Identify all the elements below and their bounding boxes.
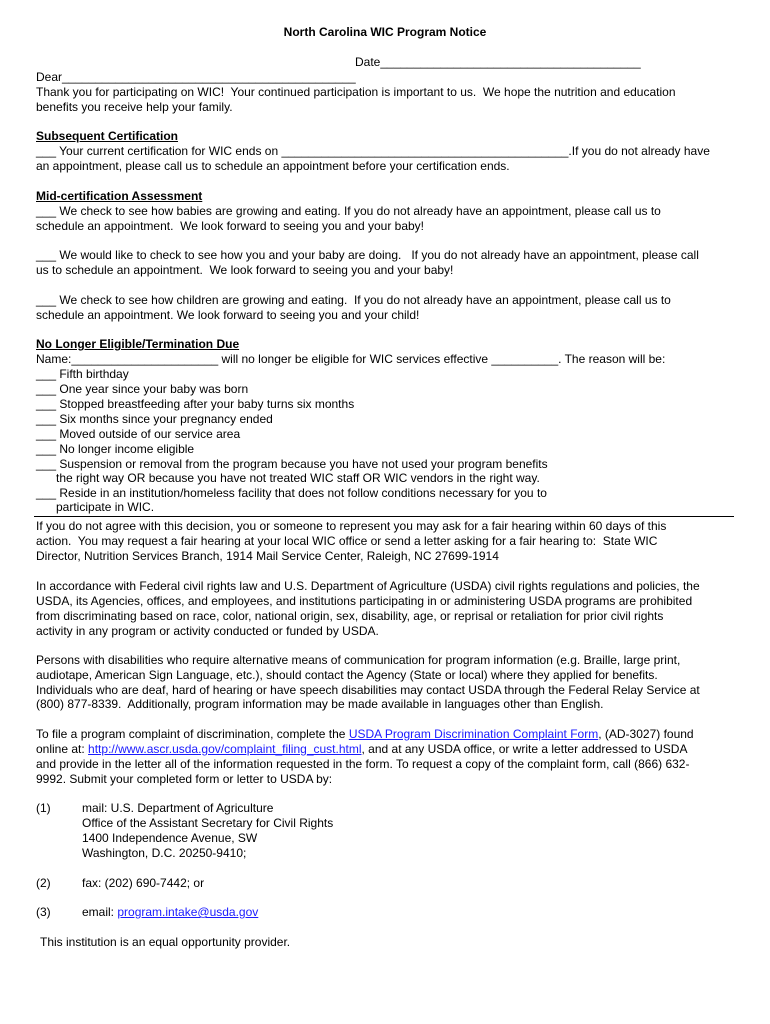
subsequent-line: an appointment, please call us to schedule an appointment before your certification ends. (36, 159, 510, 173)
reason-item: ___ One year since your baby was born (36, 382, 249, 396)
intro-line: Thank you for participating on WIC! Your continued participation is important to us. We hope the nutrition and education (36, 85, 676, 99)
reason-item: the right way OR because you have not treated WIC staff OR WIC vendors in the right way. (36, 471, 540, 485)
mail-address-line: 1400 Independence Avenue, SW (82, 831, 258, 845)
termination-name-line: Name:______________________ will no longer be eligible for WIC services effective __________. The reason will be: (36, 352, 666, 366)
complaint-url-link[interactable]: http://www.ascr.usda.gov/complaint_filing_cust.html (88, 742, 362, 756)
dear-line: Dear____________________________________________ (36, 70, 356, 84)
midcert-item-you-and-baby: us to schedule an appointment. We look forward to seeing you and your baby! (36, 263, 454, 277)
civil-rights-text: USDA, its Agencies, offices, and employees, and institutions participating in or administering USDA programs are prohibited (36, 594, 693, 608)
complaint-form-link[interactable]: USDA Program Discrimination Complaint Form (348, 727, 599, 741)
midcert-item-babies: schedule an appointment. We look forward to seeing you and your baby! (36, 219, 425, 233)
mail-address-line: Office of the Assistant Secretary for Civil Rights (82, 816, 334, 830)
midcert-item-babies: ___ We check to see how babies are growing and eating. If you do not already have an appointment, please call us to (36, 204, 661, 218)
method-number: (3) (36, 905, 51, 919)
email-link[interactable]: program.intake@usda.gov (117, 905, 259, 919)
reason-item: participate in WIC. (36, 500, 155, 514)
reason-item: ___ Stopped breastfeeding after your baby turns six months (36, 397, 355, 411)
subsequent-certification-heading: Subsequent Certification (36, 129, 179, 143)
date-line: Date_______________________________________ (355, 55, 641, 69)
reason-item: ___ Reside in an institution/homeless facility that does not follow conditions necessary for you to (36, 486, 547, 500)
civil-rights-text: from discriminating based on race, color, national origin, sex, disability, age, or reprisal or retaliation for prior civil rights (36, 609, 664, 623)
complaint-line: and provide in the letter all of the information requested in the form. To request a copy of the complaint form, call (866) 632- (36, 757, 690, 771)
fair-hearing-text: If you do not agree with this decision, you or someone to represent you may ask for a fair hearing within 60 days of this (36, 519, 667, 533)
complaint-text: , (AD-3027) found (598, 727, 694, 741)
fair-hearing-text: Director, Nutrition Services Branch, 1914 Mail Service Center, Raleigh, NC 27699-1914 (36, 549, 499, 563)
complaint-line (36, 727, 694, 742)
reason-item: ___ Six months since your pregnancy ended (36, 412, 273, 426)
complaint-line: 9992. Submit your completed form or letter to USDA by: (36, 772, 333, 786)
section-divider (34, 516, 734, 517)
fax-line: fax: (202) 690-7442; or (82, 876, 205, 890)
reason-item: ___ No longer income eligible (36, 442, 195, 456)
disabilities-text: audiotape, American Sign Language, etc.), should contact the Agency (State or local) where they applied for benefits. (36, 668, 658, 682)
disabilities-text: Persons with disabilities who require alternative means of communication for program information (e.g. Braille, large print, (36, 653, 681, 667)
intro-line: benefits you receive help your family. (36, 100, 233, 114)
email-label: email: (82, 905, 118, 919)
notice-title: North Carolina WIC Program Notice (283, 25, 487, 39)
midcert-item-children: ___ We check to see how children are growing and eating. If you do not already have an appointment, please call us to (36, 293, 671, 307)
mail-address-line: Washington, D.C. 20250-9410; (82, 846, 247, 860)
complaint-text: To file a program complaint of discrimination, complete the (36, 727, 349, 741)
mail-address-line: mail: U.S. Department of Agriculture (82, 801, 274, 815)
disabilities-text: Individuals who are deaf, hard of hearing or have speech disabilities may contact USDA through the Federal Relay Service at (36, 683, 700, 697)
mid-certification-heading: Mid-certification Assessment (36, 189, 203, 203)
subsequent-line: ___ Your current certification for WIC ends on ___________________________________________.If you do not already have (36, 144, 710, 158)
method-number: (1) (36, 801, 51, 815)
email-line (82, 905, 258, 920)
civil-rights-text: activity in any program or activity conducted or funded by USDA. (36, 624, 379, 638)
method-number: (2) (36, 876, 51, 890)
complaint-text: , and at any USDA office, or write a letter addressed to USDA (361, 742, 688, 756)
disabilities-text: (800) 877-8339. Additionally, program information may be made available in languages other than English. (36, 697, 604, 711)
reason-item: ___ Moved outside of our service area (36, 427, 241, 441)
complaint-text: online at: (36, 742, 89, 756)
equal-opportunity-statement: This institution is an equal opportunity provider. (40, 935, 291, 949)
reason-item: ___ Fifth birthday (36, 367, 129, 381)
fair-hearing-text: action. You may request a fair hearing at your local WIC office or send a letter asking for a fair hearing to: State WIC (36, 534, 658, 548)
civil-rights-text: In accordance with Federal civil rights law and U.S. Department of Agriculture (USDA) civil rights regulations and policies, the (36, 579, 700, 593)
reason-item: ___ Suspension or removal from the program because you have not used your program benefits (36, 457, 548, 471)
termination-heading: No Longer Eligible/Termination Due (36, 337, 240, 351)
midcert-item-children: schedule an appointment. We look forward to seeing you and your child! (36, 308, 420, 322)
complaint-line (36, 742, 687, 757)
midcert-item-you-and-baby: ___ We would like to check to see how you and your baby are doing. If you do not already have an appointment, please call (36, 248, 699, 262)
